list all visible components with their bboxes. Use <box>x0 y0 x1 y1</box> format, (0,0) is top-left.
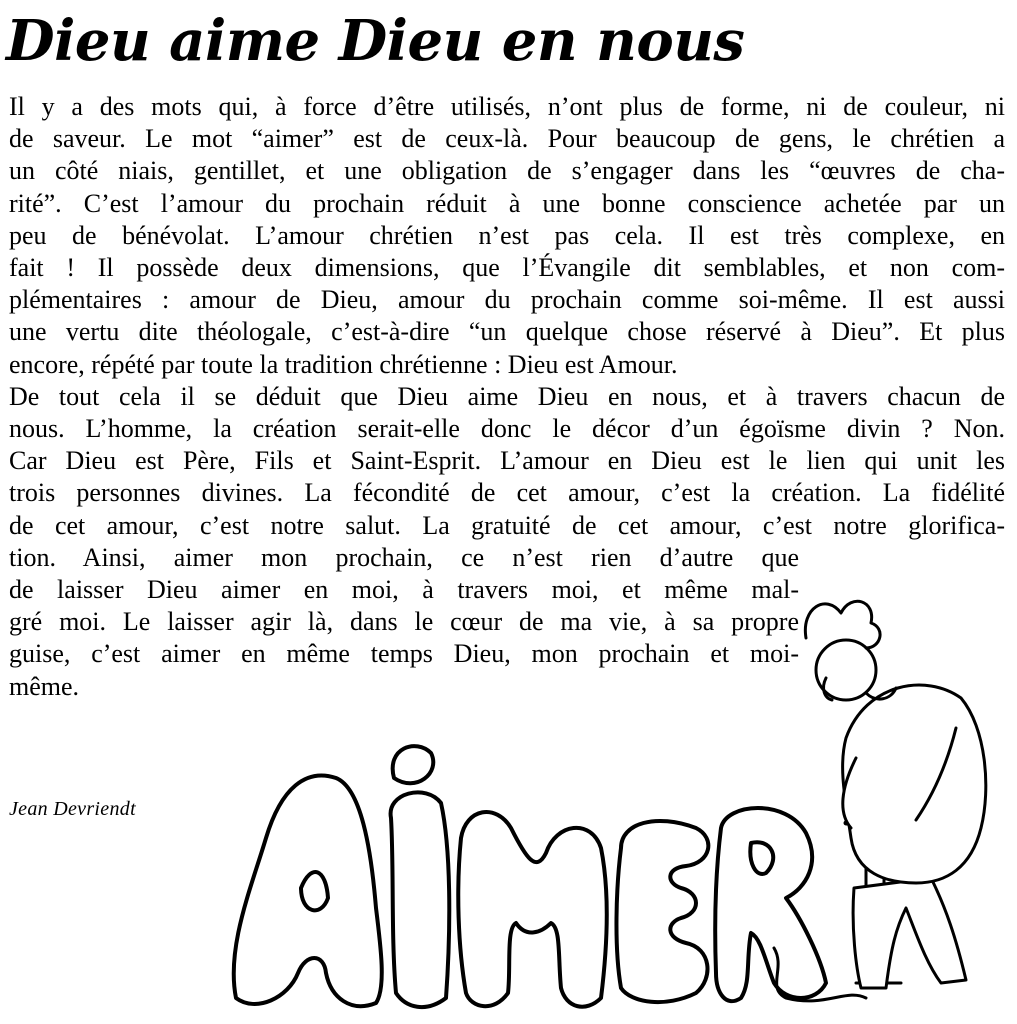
article-title: Dieu aime Dieu en nous <box>6 8 745 74</box>
text-line: nous. L’homme, la création serait-elle donc le décor d’un égoïsme divin ? Non. <box>9 414 1005 444</box>
text-line: Car Dieu est Père, Fils et Saint-Esprit. L’amour en Dieu est le lien qui unit les <box>9 446 1005 476</box>
man-legs <box>853 878 966 988</box>
text-line: rité”. C’est l’amour du prochain réduit à une bonne conscience achetée par un <box>9 188 1005 218</box>
letter-i-shape <box>391 792 450 1007</box>
text-line: fait ! Il possède deux dimensions, que l’Évangile dit semblables, et non com- <box>9 253 1005 283</box>
text-line: encore, répété par toute la tradition chrétienne : Dieu est Amour. <box>9 349 678 379</box>
text-line: de saveur. Le mot “aimer” est de ceux-là. Pour beaucoup de gens, le chrétien a <box>9 124 1005 154</box>
text-line: de laisser Dieu aimer en moi, à travers moi, et même mal- <box>9 575 799 605</box>
text-line: gré moi. Le laisser agir là, dans le cœur de ma vie, à sa propre <box>9 607 799 637</box>
text-line: plémentaires : amour de Dieu, amour du prochain comme soi-même. Il est aussi <box>9 285 1005 315</box>
text-line: tion. Ainsi, aimer mon prochain, ce n’est rien d’autre que <box>9 542 799 572</box>
text-line: De tout cela il se déduit que Dieu aime Dieu en nous, et à travers chacun de <box>9 381 1005 411</box>
text-line: même. <box>9 671 80 701</box>
text-line: une vertu dite théologale, c’est-à-dire “un quelque chose réservé à Dieu”. Et plus <box>9 317 1005 347</box>
aimer-pump-illustration <box>226 588 1006 1018</box>
text-line: guise, c’est aimer en même temps Dieu, mon prochain et moi- <box>9 639 799 669</box>
text-line: un côté niais, gentillet, et une obligation de s’engager dans les “œuvres de cha- <box>9 156 1005 186</box>
text-line: Il y a des mots qui, à force d’être utilisés, n’ont plus de forme, ni de couleur, ni <box>9 92 1005 121</box>
author-signature: Jean Devriendt <box>9 798 136 820</box>
text-line: peu de bénévolat. L’amour chrétien n’est pas cela. Il est très complexe, en <box>9 220 1005 250</box>
text-line: de cet amour, c’est notre salut. La gratuité de cet amour, c’est notre glorifica- <box>9 510 1005 540</box>
text-line: trois personnes divines. La fécondité de cet amour, c’est la création. La fidélité <box>9 478 1005 508</box>
paragraph-1 <box>9 91 1005 381</box>
letter-e-shape <box>616 821 708 1002</box>
letter-r-shape <box>715 808 826 1001</box>
letter-m-shape <box>458 812 606 1007</box>
man-torso <box>843 685 986 883</box>
